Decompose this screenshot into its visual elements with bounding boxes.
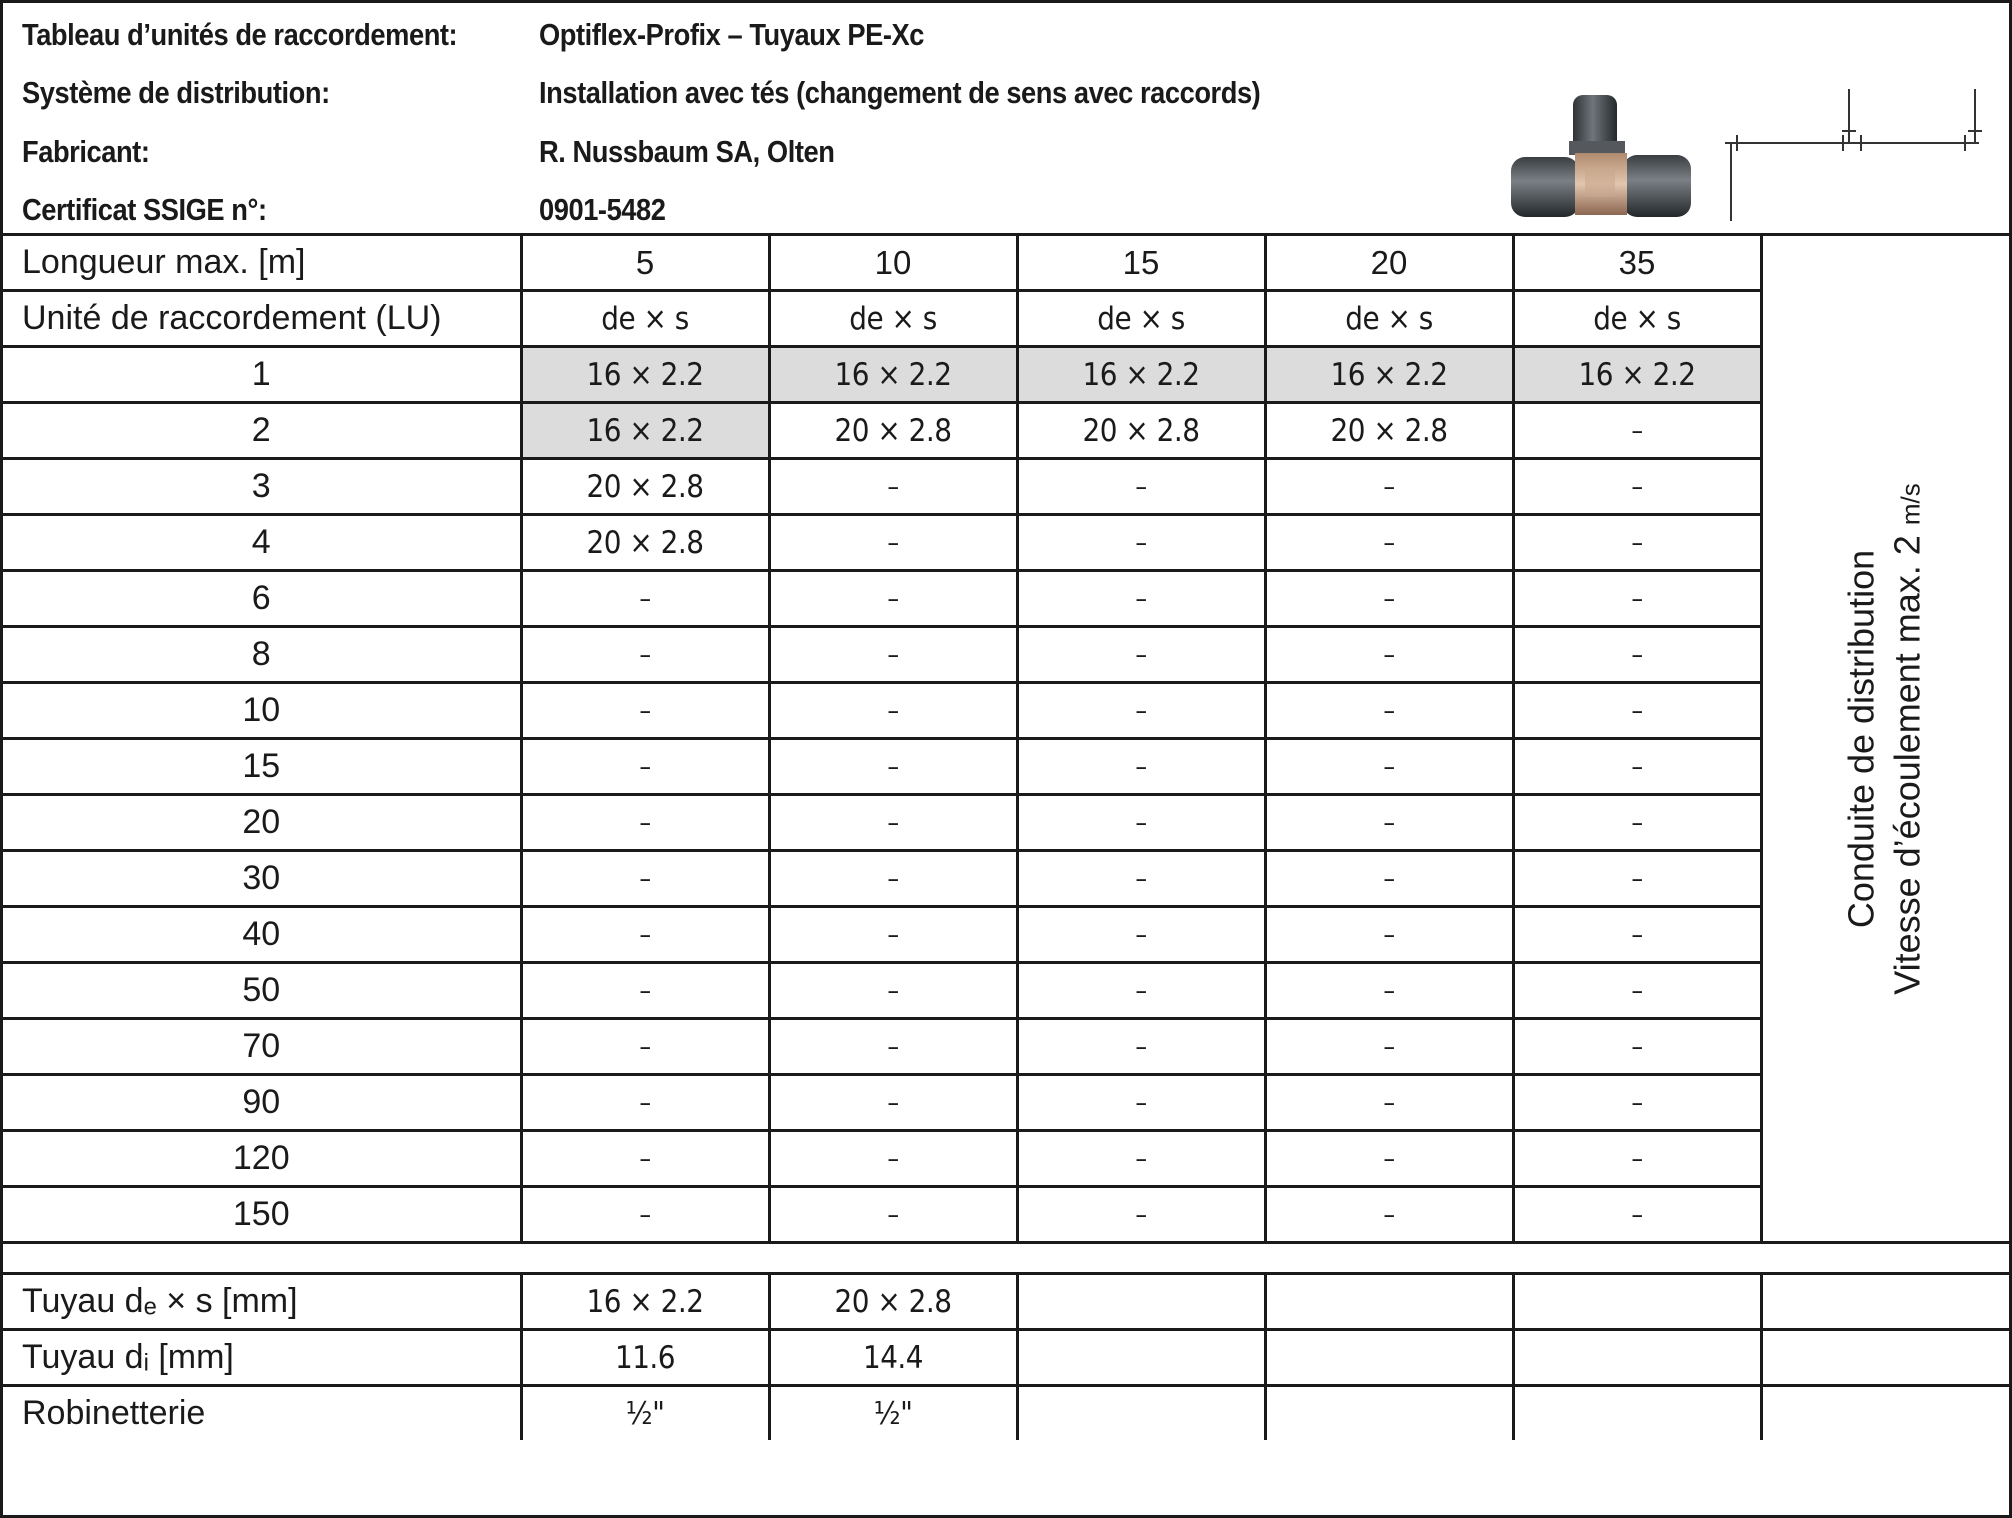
table-row <box>3 907 2009 963</box>
table-cell: – <box>769 515 1017 571</box>
table-cell: – <box>769 627 1017 683</box>
lu-value: 1 <box>3 347 521 403</box>
table-cell: – <box>1017 515 1265 571</box>
lu-value: 50 <box>3 963 521 1019</box>
footer-cell: 14.4 <box>769 1330 1017 1386</box>
table-cell: – <box>1265 1019 1513 1075</box>
connection-units-table <box>3 236 2009 1440</box>
spacer-cell <box>3 1243 2009 1274</box>
lu-value: 90 <box>3 1075 521 1131</box>
table-cell: 16 × 2.2 <box>521 403 769 459</box>
table-cell: – <box>1265 963 1513 1019</box>
lu-value: 120 <box>3 1131 521 1187</box>
footer-row-outer-diameter <box>3 1274 2009 1330</box>
table-cell: – <box>521 1075 769 1131</box>
footer-label-inner: Tuyau di [mm] <box>3 1330 521 1386</box>
table-row <box>3 739 2009 795</box>
dim-header: de × s <box>1265 291 1513 347</box>
table-row <box>3 795 2009 851</box>
table-cell: – <box>769 963 1017 1019</box>
side-note-cell <box>1761 236 2009 1243</box>
table-row <box>3 515 2009 571</box>
table-cell: – <box>1017 795 1265 851</box>
lu-value: 70 <box>3 1019 521 1075</box>
table-cell: – <box>1513 795 1761 851</box>
table-cell: 16 × 2.2 <box>1017 347 1265 403</box>
table-cell: 20 × 2.8 <box>1017 403 1265 459</box>
table-cell: – <box>769 683 1017 739</box>
table-cell: – <box>1265 1075 1513 1131</box>
table-cell: – <box>1017 963 1265 1019</box>
table-cell: 16 × 2.2 <box>521 347 769 403</box>
table-cell: – <box>1265 739 1513 795</box>
table-cell: – <box>1513 515 1761 571</box>
dim-header: de × s <box>769 291 1017 347</box>
table-cell: – <box>1513 1187 1761 1243</box>
table-cell: – <box>1265 627 1513 683</box>
footer-cell: 16 × 2.2 <box>521 1274 769 1330</box>
dim-header: de × s <box>1017 291 1265 347</box>
length-35: 35 <box>1513 236 1761 291</box>
table-row <box>3 851 2009 907</box>
table-cell: – <box>521 907 769 963</box>
footer-cell <box>1265 1330 1513 1386</box>
table-row <box>3 1075 2009 1131</box>
table-cell: – <box>1265 851 1513 907</box>
installation-schematic <box>1725 85 1987 225</box>
table-row <box>3 683 2009 739</box>
table-cell: – <box>1265 571 1513 627</box>
table-row-dim-header <box>3 291 2009 347</box>
footer-cell <box>1761 1330 2009 1386</box>
table-cell: – <box>1017 571 1265 627</box>
table-cell: – <box>1017 907 1265 963</box>
header-value-table: Optiflex-Profix – Tuyaux PE-Xc <box>539 17 924 52</box>
table-cell: – <box>769 739 1017 795</box>
table-cell: – <box>521 683 769 739</box>
table-cell: – <box>521 739 769 795</box>
footer-cell: ½" <box>769 1386 1017 1441</box>
table-cell: – <box>1513 1075 1761 1131</box>
length-20: 20 <box>1265 236 1513 291</box>
table-cell: – <box>769 1075 1017 1131</box>
length-10: 10 <box>769 236 1017 291</box>
footer-cell: ½" <box>521 1386 769 1441</box>
footer-cell <box>1017 1274 1265 1330</box>
header-block <box>3 3 2009 236</box>
table-cell: – <box>1513 963 1761 1019</box>
table-row <box>3 1019 2009 1075</box>
table-row <box>3 963 2009 1019</box>
table-cell: – <box>1513 571 1761 627</box>
table-cell: – <box>1017 627 1265 683</box>
table-cell: – <box>521 627 769 683</box>
dim-header: de × s <box>521 291 769 347</box>
lu-value: 20 <box>3 795 521 851</box>
table-cell: 20 × 2.8 <box>521 515 769 571</box>
table-cell: – <box>521 963 769 1019</box>
header-value-certificate: 0901-5482 <box>539 192 666 227</box>
table-cell: – <box>521 1019 769 1075</box>
table-row <box>3 571 2009 627</box>
table-cell: – <box>1265 515 1513 571</box>
table-cell: – <box>1513 1019 1761 1075</box>
table-cell: – <box>1513 907 1761 963</box>
footer-cell <box>1761 1386 2009 1441</box>
footer-cell <box>1513 1330 1761 1386</box>
length-15: 15 <box>1017 236 1265 291</box>
table-cell: – <box>769 1019 1017 1075</box>
table-row <box>3 459 2009 515</box>
lu-value: 10 <box>3 683 521 739</box>
table-cell: – <box>1017 459 1265 515</box>
length-label: Longueur max. [m] <box>3 236 521 291</box>
side-note-line1: Conduite de distribution <box>1840 549 1882 928</box>
lu-value: 6 <box>3 571 521 627</box>
table-cell: – <box>1265 459 1513 515</box>
table-cell: – <box>769 571 1017 627</box>
table-row-lengths <box>3 236 2009 291</box>
table-cell: – <box>1265 907 1513 963</box>
footer-cell <box>1017 1386 1265 1441</box>
table-cell: – <box>769 1187 1017 1243</box>
side-note-line2-text: Vitesse d’écoulement max. 2 <box>1886 534 1928 995</box>
lu-label: Unité de raccordement (LU) <box>3 291 521 347</box>
footer-cell <box>1265 1386 1513 1441</box>
table-cell: – <box>1017 1075 1265 1131</box>
footer-label-outer: Tuyau de × s [mm] <box>3 1274 521 1330</box>
table-cell: – <box>521 851 769 907</box>
lu-value: 4 <box>3 515 521 571</box>
table-cell: – <box>1017 683 1265 739</box>
table-row <box>3 627 2009 683</box>
footer-row-fittings <box>3 1386 2009 1441</box>
lu-value: 15 <box>3 739 521 795</box>
table-cell: – <box>1513 851 1761 907</box>
footer-cell <box>1513 1386 1761 1441</box>
table-cell: – <box>1017 1131 1265 1187</box>
table-cell: – <box>521 571 769 627</box>
footer-cell <box>1513 1274 1761 1330</box>
dim-header: de × s <box>1513 291 1761 347</box>
side-note <box>1838 483 1933 995</box>
table-cell: – <box>769 795 1017 851</box>
table-cell: – <box>1513 627 1761 683</box>
side-note-unit: m/s <box>1895 482 1926 525</box>
table-cell: – <box>769 907 1017 963</box>
table-cell: – <box>1017 851 1265 907</box>
header-label-certificate: Certificat SSIGE n°: <box>22 192 267 227</box>
header-label-manufacturer: Fabricant: <box>22 134 150 169</box>
lu-value: 30 <box>3 851 521 907</box>
header-label-table: Tableau d’unités de raccordement: <box>22 17 458 52</box>
table-cell: – <box>769 1131 1017 1187</box>
table-cell: – <box>521 1131 769 1187</box>
table-cell: – <box>1265 683 1513 739</box>
lu-value: 150 <box>3 1187 521 1243</box>
table-cell: – <box>1017 1019 1265 1075</box>
table-cell: 20 × 2.8 <box>1265 403 1513 459</box>
footer-cell <box>1265 1274 1513 1330</box>
table-cell: – <box>1017 1187 1265 1243</box>
table-cell: – <box>1513 739 1761 795</box>
lu-value: 40 <box>3 907 521 963</box>
footer-cell <box>1017 1330 1265 1386</box>
footer-row-inner-diameter <box>3 1330 2009 1386</box>
table-cell: – <box>1513 1131 1761 1187</box>
table-cell: – <box>1513 459 1761 515</box>
footer-cell: 20 × 2.8 <box>769 1274 1017 1330</box>
side-note-line2 <box>1884 483 1933 995</box>
table-cell: – <box>1017 739 1265 795</box>
table-row <box>3 403 2009 459</box>
lu-value: 2 <box>3 403 521 459</box>
tee-fitting-image <box>1511 95 1691 223</box>
footer-label-fittings: Robinetterie <box>3 1386 521 1441</box>
table-cell: – <box>521 1187 769 1243</box>
header-value-manufacturer: R. Nussbaum SA, Olten <box>539 134 835 169</box>
footer-cell: 11.6 <box>521 1330 769 1386</box>
length-5: 5 <box>521 236 769 291</box>
table-cell: 16 × 2.2 <box>1513 347 1761 403</box>
lu-value: 3 <box>3 459 521 515</box>
header-value-system: Installation avec tés (changement de sens avec raccords) <box>539 75 1261 110</box>
table-cell: – <box>1265 1131 1513 1187</box>
table-spacer-row <box>3 1243 2009 1274</box>
table-row <box>3 347 2009 403</box>
header-label-system: Système de distribution: <box>22 75 330 110</box>
table-cell: – <box>1265 795 1513 851</box>
table-cell: 16 × 2.2 <box>769 347 1017 403</box>
table-cell: – <box>521 795 769 851</box>
table-cell: 20 × 2.8 <box>521 459 769 515</box>
table-row <box>3 1187 2009 1243</box>
table-cell: – <box>769 851 1017 907</box>
table-cell: 20 × 2.8 <box>769 403 1017 459</box>
footer-cell <box>1761 1274 2009 1330</box>
table-cell: 16 × 2.2 <box>1265 347 1513 403</box>
table-cell: – <box>1513 403 1761 459</box>
table-cell: – <box>769 459 1017 515</box>
table-cell: – <box>1265 1187 1513 1243</box>
table-cell: – <box>1513 683 1761 739</box>
table-row <box>3 1131 2009 1187</box>
lu-value: 8 <box>3 627 521 683</box>
